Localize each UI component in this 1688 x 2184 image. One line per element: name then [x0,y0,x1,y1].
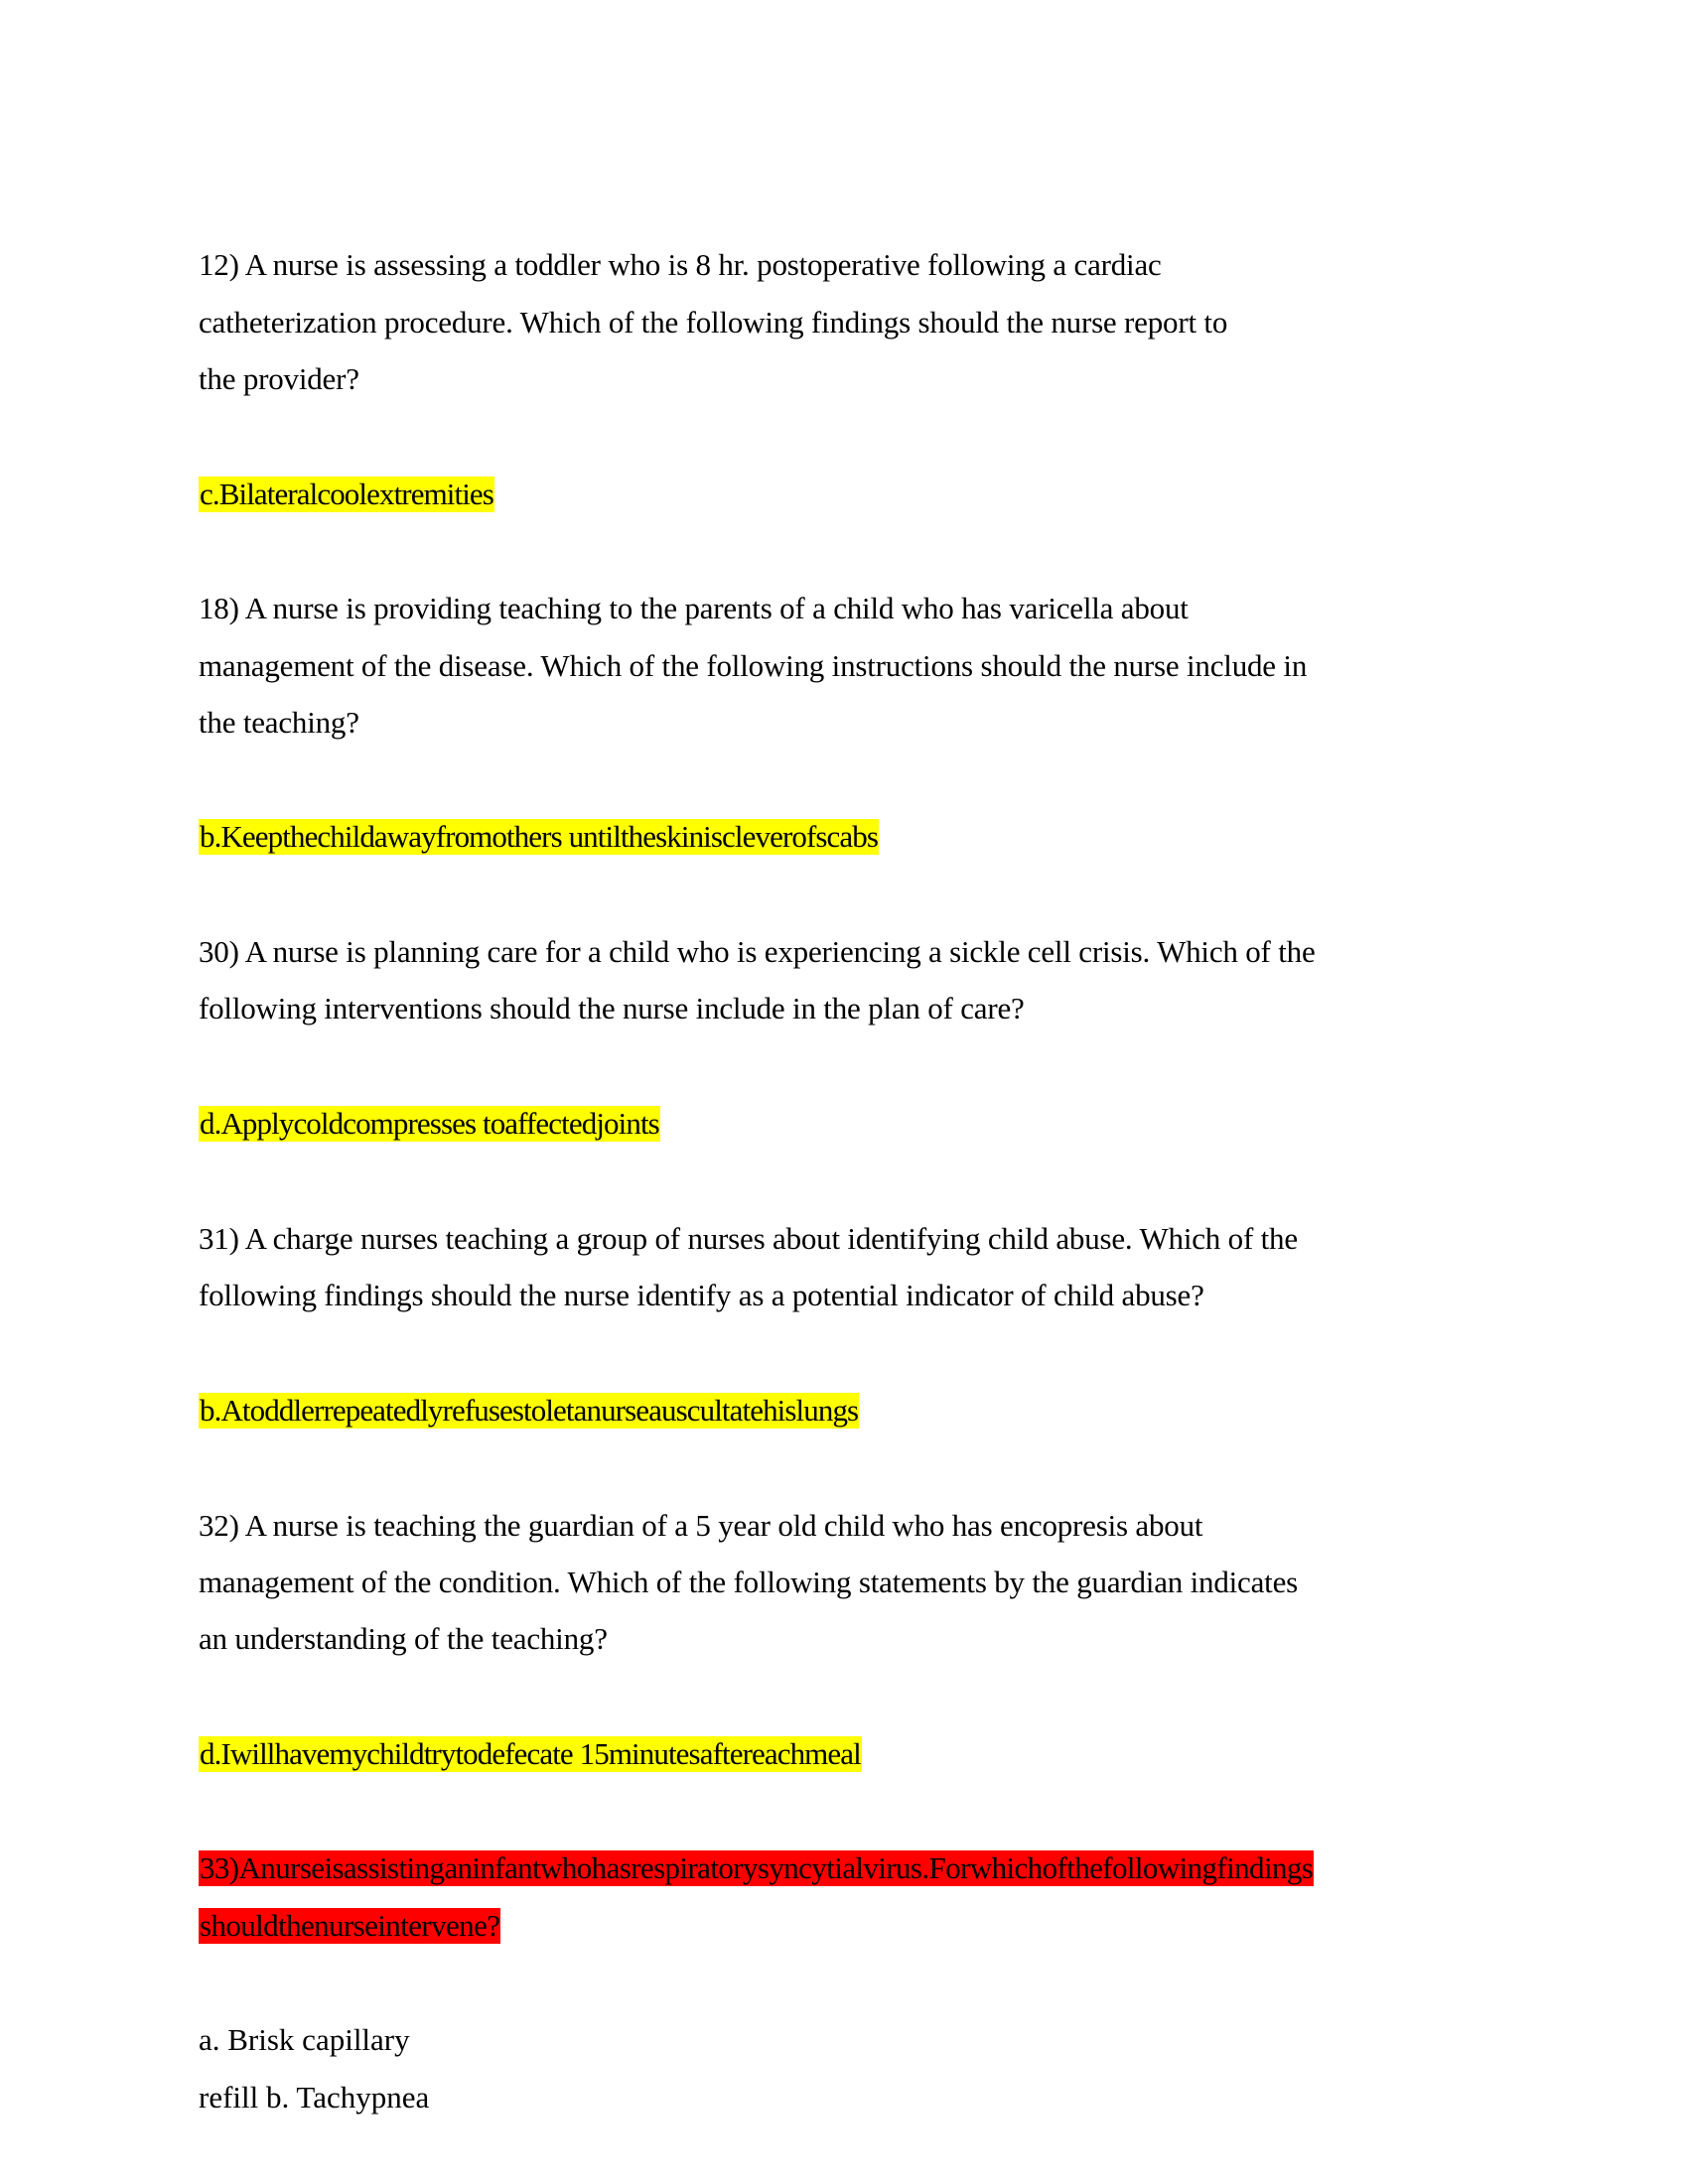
answer-highlight: b.Keepthechildawayfromothers untiltheskiniscleverofscabs [200,819,879,854]
question-33-option-1: a. Brisk capillary [199,2022,410,2057]
question-32-line-3: an understanding of the teaching? [199,1621,608,1656]
answer-highlight: c.Bilateralcoolextremities [200,477,493,511]
question-18-line-3: the teaching? [199,705,359,740]
question-32-answer [199,1735,862,1773]
question-32-line-2: management of the condition. Which of the following statements by the guardian indicates [199,1565,1298,1599]
question-33-option-2: refill b. Tachypnea [199,2080,430,2115]
question-33-line-2 [199,1907,500,1945]
answer-highlight: d.Applycoldcompresses toaffectedjoints [200,1106,659,1141]
answer-highlight: d.Iwillhavemychildtrytodefecate 15minutesaftereachmeal [200,1736,861,1771]
question-18-line-2: management of the disease. Which of the following instructions should the nurse include in [199,648,1308,683]
question-32-line-1: 32) A nurse is teaching the guardian of a 5 year old child who has encopresis about [199,1508,1203,1543]
flagged-question-highlight: shouldthenurseintervene? [200,1908,500,1943]
question-31-line-1: 31) A charge nurses teaching a group of nurses about identifying child abuse. Which of the [199,1221,1298,1256]
question-18-answer [199,818,879,856]
question-12-line-3: the provider? [199,361,359,396]
flagged-question-highlight: 33)Anurseisassistinganinfantwhohasrespiratorysyncytialvirus.Forwhichofthefollowingfindings [200,1850,1314,1885]
question-30-answer [199,1105,660,1143]
question-30-line-1: 30) A nurse is planning care for a child who is experiencing a sickle cell crisis. Which of the [199,934,1316,969]
question-30-line-2: following interventions should the nurse include in the plan of care? [199,991,1025,1025]
question-12-line-2: catheterization procedure. Which of the following findings should the nurse report to [199,305,1228,340]
answer-highlight: b.Atoddlerrepeatedlyrefusestoletanurseauscultatehislungs [200,1393,859,1428]
question-33-line-1 [199,1849,1314,1887]
question-18-line-1: 18) A nurse is providing teaching to the parents of a child who has varicella about [199,591,1189,625]
question-31-line-2: following findings should the nurse identify as a potential indicator of child abuse? [199,1278,1204,1312]
question-31-answer [199,1392,859,1430]
question-12-line-1: 12) A nurse is assessing a toddler who is 8 hr. postoperative following a cardiac [199,247,1162,282]
question-12-answer [199,476,494,513]
